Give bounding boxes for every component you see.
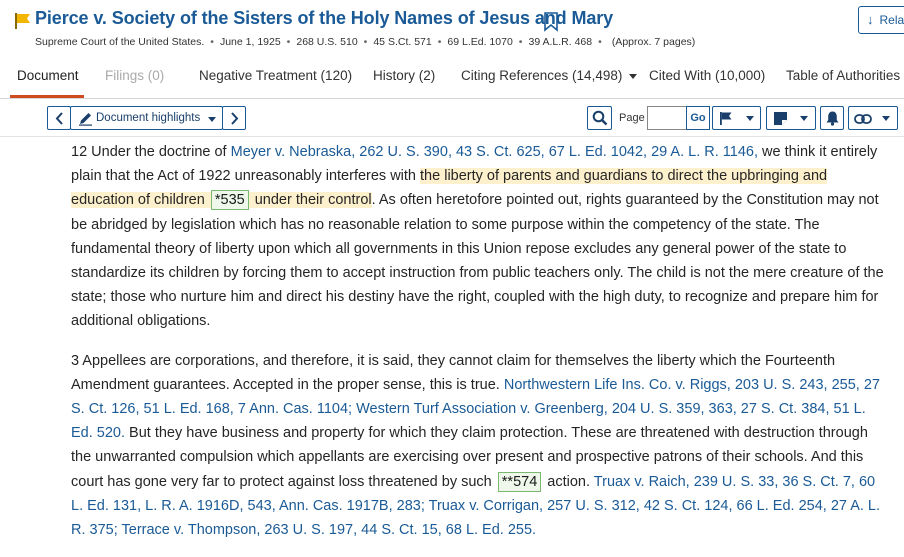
document-toolbar: [0, 100, 904, 137]
go-button[interactable]: Go: [686, 106, 710, 130]
paragraph-text: But they have business and property for which they claim protection. These are threatened with destruction through the unwarranted compulsion which appellants are exercising over present and prospective patrons of their schools. And this court has gone very far to protect against loss threatened by such: [71, 425, 868, 489]
note-icon: [773, 111, 788, 126]
paragraph-text: we think it entirely plain that the Act of 1922 unreasonably interferes with: [71, 144, 877, 184]
chevron-down-icon: [882, 116, 890, 121]
document-title: Pierce v. Society of the Sisters of the Holy Names of Jesus and Mary: [35, 8, 613, 29]
paragraph-12: [71, 140, 891, 334]
document-header: [0, 0, 904, 54]
search-button[interactable]: [587, 106, 612, 130]
paragraph-3: [71, 349, 891, 543]
citation-us: 268 U.S. 510: [296, 36, 357, 48]
tab-cited-with[interactable]: Cited With (10,000): [649, 68, 765, 83]
bell-icon: [825, 110, 840, 126]
highlighted-text: under their control: [251, 192, 372, 208]
citation-link-northwestern[interactable]: Northwestern Life Ins. Co. v. Riggs, 203 U. S. 243, 255, 27 S. Ct. 126, 51 L. Ed. 168, 7 Ann. Cas. 1104; Western Turf Association v. Greenberg, 204 U. S. 359, 363, 27 S. Ct. 384, 51 L. Ed. 520.: [71, 377, 880, 441]
next-highlight-button[interactable]: [222, 106, 246, 130]
star-page-574: **574: [498, 472, 541, 492]
document-highlights-label: Document highlights: [96, 112, 200, 124]
tab-citing-references[interactable]: [461, 68, 637, 83]
star-page-535: *535: [211, 190, 249, 210]
related-arrow-icon: ↓: [867, 12, 874, 27]
pencil-icon: [78, 111, 93, 126]
tab-document[interactable]: Document: [17, 68, 79, 83]
citation-link-meyer[interactable]: Meyer v. Nebraska, 262 U. S. 390, 43 S. Ct. 625, 67 L. Ed. 1042, 29 A. L. R. 1146,: [231, 144, 758, 160]
previous-highlight-button[interactable]: [47, 106, 71, 130]
citation-line: Supreme Court of the United States. • June 1, 1925 • 268 U.S. 510 • 45 S.Ct. 571 • 69 L.Ed. 1070 • 39 A.L.R. 468 • (Approx. 7 pages): [35, 36, 695, 48]
chevron-down-icon: [800, 116, 808, 121]
page-number-input[interactable]: [647, 106, 687, 130]
alert-button[interactable]: [820, 106, 844, 130]
active-tab-indicator: [10, 95, 84, 98]
paragraph-text: 12 Under the doctrine of: [71, 144, 231, 160]
decision-date: June 1, 1925: [220, 36, 281, 48]
flag-dropdown-icon: [719, 111, 733, 126]
document-highlights-dropdown[interactable]: [70, 106, 223, 130]
bookmark-icon[interactable]: [543, 12, 559, 32]
citation-link-truax[interactable]: Truax v. Raich, 239 U. S. 33, 36 S. Ct. 7, 60 L. Ed. 131, L. R. A. 1916D, 543, Ann. Cas. 1917B, 283; Truax v. Corrigan, 257 U. S. 312, 42 S. Ct. 124, 66 L. Ed. 254, 27 A. L. R. 375; Terrace v. Thompson, 263 U. S. 197, 44 S. Ct. 15, 68 L. Ed. 255.: [71, 474, 880, 538]
page-count: (Approx. 7 pages): [612, 36, 695, 48]
citation-alr: 39 A.L.R. 468: [528, 36, 592, 48]
tab-history[interactable]: History (2): [373, 68, 435, 83]
chevron-down-icon: [208, 117, 216, 122]
tab-table-of-authorities[interactable]: Table of Authorities: [786, 68, 900, 83]
flag-dropdown-button[interactable]: [712, 106, 761, 130]
document-tabs: [0, 58, 904, 99]
citation-sct: 45 S.Ct. 571: [373, 36, 431, 48]
tab-negative-treatment[interactable]: Negative Treatment (120): [199, 68, 352, 83]
highlighted-text: the liberty of parents and guardians to direct the upbringing and education of children: [71, 168, 827, 208]
link-dropdown-button[interactable]: [848, 106, 898, 130]
chevron-down-icon: [629, 74, 637, 79]
court-name: Supreme Court of the United States.: [35, 36, 204, 48]
chevron-left-icon: [55, 112, 64, 125]
paragraph-text: action.: [543, 474, 594, 490]
related-button[interactable]: [858, 6, 904, 34]
tab-citing-references-label: Citing References (14,498): [461, 68, 622, 83]
related-button-label: Rela: [880, 13, 904, 27]
link-icon: [854, 113, 872, 125]
paragraph-text: . As often heretofore pointed out, rights guaranteed by the Constitution may not be abridged by legislation which has no reasonable relation to some purpose within the competency of the state. The fundamental theory of liberty upon which all governments in this Union repose excludes any general power of the state to standardize its children by forcing them to accept instruction from public teachers only. The child is not the mere creature of the state; those who nurture him and direct his destiny have the right, coupled with the high duty, to recognize and prepare him for additional obligations.: [71, 192, 884, 329]
search-icon: [592, 110, 608, 126]
chevron-right-icon: [230, 112, 239, 125]
note-dropdown-button[interactable]: [766, 106, 816, 130]
citation-led: 69 L.Ed. 1070: [447, 36, 512, 48]
document-body: [71, 140, 891, 557]
flag-icon[interactable]: [14, 12, 32, 30]
tab-filings[interactable]: Filings (0): [105, 68, 164, 83]
paragraph-text: 3 Appellees are corporations, and therefore, it is said, they cannot claim for themselves the liberty which the Fourteenth Amendment guarantees. Accepted in the proper sense, this is true.: [71, 353, 835, 393]
chevron-down-icon: [746, 116, 754, 121]
page-label: Page: [619, 112, 645, 124]
